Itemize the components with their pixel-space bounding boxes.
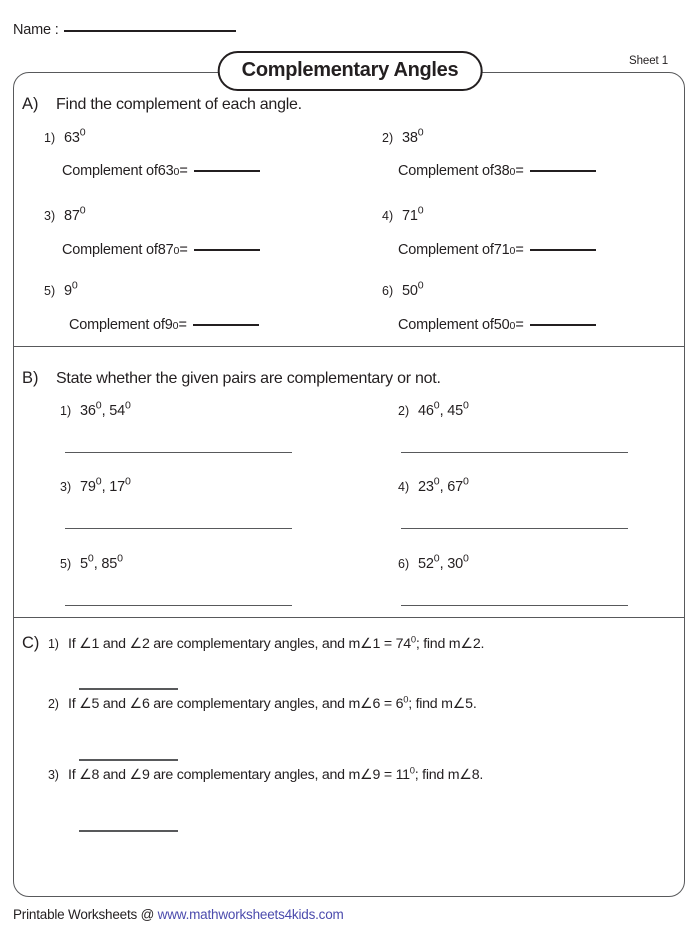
degree-symbol: 0	[417, 279, 424, 292]
problem-c-2-number: 2)	[48, 697, 59, 711]
answer-blank-a-5[interactable]	[193, 324, 259, 326]
degree-symbol: 0	[433, 399, 440, 412]
problem-b-3	[60, 475, 131, 496]
problem-b-1-first: 36	[80, 403, 96, 419]
pair-separator: ,	[439, 403, 448, 419]
problem-a-5-prompt: Complement of 9 0 =	[69, 317, 259, 333]
pair-separator: ,	[101, 403, 110, 419]
degree-symbol: 0	[433, 552, 440, 565]
name-row	[13, 22, 236, 38]
problem-a-1-prompt: Complement of 63 0 =	[62, 163, 260, 179]
problem-a-5-number: 5)	[44, 284, 56, 298]
problem-b-2-first: 46	[418, 403, 434, 419]
answer-blank-c-1[interactable]	[79, 688, 178, 690]
problem-a-6-prompt: Complement of 50 0 =	[398, 317, 596, 333]
problem-c-2-text-b: ; find m∠5.	[408, 696, 477, 712]
pair-separator: ,	[439, 556, 448, 572]
degree-symbol: 0	[95, 475, 102, 488]
problem-a-1-angle: 63	[64, 130, 80, 146]
problem-b-6-second: 30	[447, 556, 464, 572]
problem-c-2	[48, 696, 477, 712]
pair-separator: ,	[101, 479, 110, 495]
section-b-letter: B)	[22, 369, 39, 387]
section-a-title: Find the complement of each angle.	[56, 96, 302, 113]
answer-blank-a-4[interactable]	[530, 249, 596, 251]
degree-symbol: 0	[95, 399, 102, 412]
degree-symbol: 0	[463, 552, 469, 565]
problem-a-4-prompt-prefix: Complement of	[398, 242, 494, 258]
problem-c-2-text-a: If ∠5 and ∠6 are complementary angles, and m∠6 = 6	[68, 696, 404, 712]
problem-b-4-number: 4)	[398, 480, 410, 494]
problem-a-3-prompt: Complement of 87 0 =	[62, 242, 260, 258]
problem-a-1-number: 1)	[44, 131, 56, 145]
problem-a-4	[382, 204, 424, 225]
degree-symbol: 0	[71, 279, 78, 292]
worksheet-body	[13, 72, 685, 897]
degree-symbol: 0	[433, 475, 440, 488]
answer-blank-b-1[interactable]	[65, 452, 292, 453]
problem-c-1-number: 1)	[48, 637, 59, 651]
degree-symbol: 0	[463, 475, 469, 488]
footer	[13, 907, 344, 922]
sheet-number-label: Sheet 1	[629, 55, 668, 67]
problem-a-6-number: 6)	[382, 284, 394, 298]
answer-blank-b-2[interactable]	[401, 452, 628, 453]
problem-a-2-prompt-suffix: =	[515, 163, 524, 179]
degree-symbol: 0	[463, 399, 469, 412]
problem-a-3-prompt-angle: 87	[157, 242, 174, 258]
problem-a-6-angle: 50	[402, 283, 418, 299]
problem-a-4-prompt-angle: 71	[493, 242, 510, 258]
problem-b-4	[398, 475, 469, 496]
degree-symbol: 0	[125, 475, 131, 488]
problem-b-2-number: 2)	[398, 404, 410, 418]
degree-symbol: 0	[417, 126, 424, 139]
degree-symbol: 0	[117, 552, 124, 565]
problem-b-5-first: 5	[80, 556, 88, 572]
problem-b-3-second: 17	[109, 479, 126, 495]
footer-prefix: Printable Worksheets @	[13, 907, 158, 922]
problem-c-1	[48, 636, 484, 652]
problem-b-1-second: 54	[109, 403, 126, 419]
degree-symbol: 0	[410, 634, 416, 645]
degree-symbol: 0	[125, 399, 131, 412]
problem-a-1	[44, 126, 86, 147]
problem-b-4-first: 23	[418, 479, 434, 495]
problem-a-1-prompt-suffix: =	[179, 163, 188, 179]
section-b-title: State whether the given pairs are complementary or not.	[56, 370, 441, 387]
problem-b-6-first: 52	[418, 556, 434, 572]
problem-a-5-prompt-suffix: =	[178, 317, 187, 333]
name-label: Name :	[13, 22, 59, 38]
problem-a-4-prompt-suffix: =	[515, 242, 524, 258]
problem-c-3-number: 3)	[48, 768, 59, 782]
problem-a-6	[382, 279, 424, 300]
answer-blank-b-3[interactable]	[65, 528, 292, 529]
problem-a-5-prompt-prefix: Complement of	[69, 317, 165, 333]
degree-symbol: 0	[417, 204, 424, 217]
problem-a-6-prompt-suffix: =	[515, 317, 524, 333]
problem-c-1-text-a: If ∠1 and ∠2 are complementary angles, and m∠1 = 74	[68, 636, 411, 652]
problem-a-1-prompt-prefix: Complement of	[62, 163, 158, 179]
pair-separator: ,	[439, 479, 448, 495]
section-a	[14, 73, 684, 346]
page-title: Complementary Angles	[241, 59, 459, 81]
problem-a-6-prompt-angle: 50	[493, 317, 510, 333]
problem-b-2	[398, 399, 469, 420]
problem-a-5-angle: 9	[64, 283, 72, 299]
problem-b-6	[398, 552, 469, 573]
problem-a-2-prompt-prefix: Complement of	[398, 163, 494, 179]
degree-symbol: 0	[79, 126, 86, 139]
problem-a-6-prompt-prefix: Complement of	[398, 317, 494, 333]
problem-b-5-second: 85	[101, 556, 118, 572]
footer-url[interactable]: www.mathworksheets4kids.com	[157, 907, 344, 922]
problem-a-2	[382, 126, 424, 147]
problem-b-1-number: 1)	[60, 404, 72, 418]
problem-c-1-text-b: ; find m∠2.	[415, 636, 485, 652]
name-input-rule[interactable]	[64, 30, 236, 32]
problem-b-5	[60, 552, 124, 573]
problem-a-5-prompt-angle: 9	[164, 317, 173, 333]
problem-a-4-prompt: Complement of 71 0 =	[398, 242, 596, 258]
problem-b-3-number: 3)	[60, 480, 72, 494]
problem-a-2-angle: 38	[402, 130, 418, 146]
answer-blank-b-4[interactable]	[401, 528, 628, 529]
problem-b-1	[60, 399, 131, 420]
problem-a-4-angle: 71	[402, 208, 418, 224]
answer-blank-a-2[interactable]	[530, 170, 596, 172]
section-a-heading	[22, 95, 302, 114]
problem-b-5-number: 5)	[60, 557, 72, 571]
problem-b-4-second: 67	[447, 479, 464, 495]
problem-a-3-number: 3)	[44, 209, 56, 223]
section-b	[14, 346, 684, 617]
section-c	[14, 617, 684, 896]
section-c-letter: C)	[22, 634, 40, 652]
degree-symbol: 0	[87, 552, 94, 565]
answer-blank-b-5[interactable]	[65, 605, 292, 606]
problem-a-2-number: 2)	[382, 131, 394, 145]
answer-blank-a-3[interactable]	[194, 249, 260, 251]
problem-c-3-text-b: ; find m∠8.	[414, 767, 484, 783]
problem-a-3-angle: 87	[64, 208, 80, 224]
problem-a-5	[44, 279, 78, 300]
problem-b-3-first: 79	[80, 479, 96, 495]
problem-a-3-prompt-suffix: =	[179, 242, 188, 258]
answer-blank-a-6[interactable]	[530, 324, 596, 326]
answer-blank-c-2[interactable]	[79, 759, 178, 761]
problem-a-4-number: 4)	[382, 209, 394, 223]
degree-symbol: 0	[409, 765, 415, 776]
pair-separator: ,	[93, 556, 102, 572]
worksheet-title-badge	[218, 51, 483, 91]
degree-symbol: 0	[403, 694, 409, 705]
problem-a-2-prompt: Complement of 38 0 =	[398, 163, 596, 179]
answer-blank-c-3[interactable]	[79, 830, 178, 832]
section-a-letter: A)	[22, 95, 39, 113]
degree-symbol: 0	[79, 204, 86, 217]
section-c-heading	[22, 634, 484, 653]
answer-blank-a-1[interactable]	[194, 170, 260, 172]
answer-blank-b-6[interactable]	[401, 605, 628, 606]
problem-c-3-text-a: If ∠8 and ∠9 are complementary angles, and m∠9 = 11	[68, 767, 410, 783]
problem-a-2-prompt-angle: 38	[493, 163, 510, 179]
problem-c-3	[48, 767, 483, 783]
problem-a-3	[44, 204, 86, 225]
problem-b-6-number: 6)	[398, 557, 410, 571]
section-b-heading	[22, 369, 441, 388]
problem-a-3-prompt-prefix: Complement of	[62, 242, 158, 258]
problem-a-1-prompt-angle: 63	[157, 163, 174, 179]
problem-b-2-second: 45	[447, 403, 464, 419]
